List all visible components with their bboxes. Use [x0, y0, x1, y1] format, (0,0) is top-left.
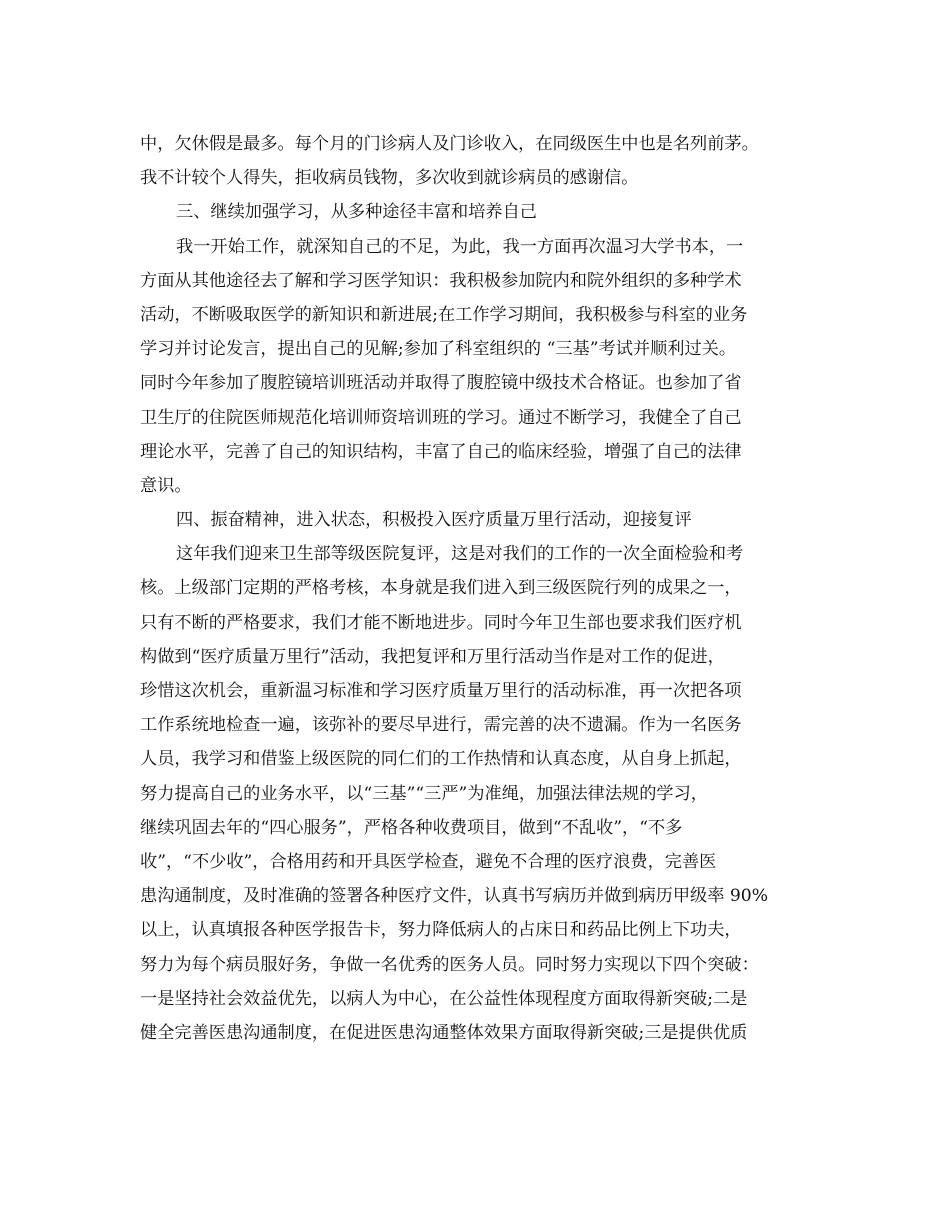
- text-line: 患沟通制度，及时准确的签署各种医疗文件，认真书写病历并做到病历甲级率 90%: [140, 886, 769, 907]
- text-line: 中，欠休假是最多。每个月的门诊病人及门诊收入，在同级医生中也是名列前茅。: [140, 134, 759, 154]
- text-line: 三、继续加强学习，从多种途径丰富和培养自己: [176, 202, 537, 223]
- text-line: 继续巩固去年的“四心服务”，严格各种收费项目，做到“不乱收”，“不多: [140, 817, 683, 838]
- text-line: 四、振奋精神，进入状态，积极投入医疗质量万里行活动，迎接复评: [176, 510, 692, 531]
- text-line: 我不计较个人得失，拒收病员钱物，多次收到就诊病员的感谢信。: [140, 168, 639, 189]
- text-line: 健全完善医患沟通制度，在促进医患沟通整体效果方面取得新突破;三是提供优质: [140, 1022, 748, 1043]
- text-line: 意识。: [140, 475, 192, 496]
- text-line: 努力提高自己的业务水平，以“三基”“三严”为准绳，加强法律法规的学习，: [140, 783, 708, 804]
- text-line: 学习并讨论发言，提出自己的见解;参加了科室组织的 “三基”考试并顺利过关。: [140, 339, 737, 360]
- text-line: 卫生厅的住院医师规范化培训师资培训班的学习。通过不断学习，我健全了自己: [140, 407, 742, 428]
- text-line: 核。上级部门定期的严格考核，本身就是我们进入到三级医院行列的成果之一，: [140, 578, 742, 599]
- text-line: 珍惜这次机会，重新温习标准和学习医疗质量万里行的活动标准，再一次把各项: [140, 681, 742, 701]
- text-line: 同时今年参加了腹腔镜培训班活动并取得了腹腔镜中级技术合格证。也参加了省: [140, 373, 742, 394]
- text-line: 工作系统地检查一遍，该弥补的要尽早进行，需完善的决不遗漏。作为一名医务: [140, 715, 742, 736]
- text-line: 这年我们迎来卫生部等级医院复评，这是对我们的工作的一次全面检验和考: [176, 544, 744, 565]
- text-line: 方面从其他途径去了解和学习医学知识：我积极参加院内和院外组织的多种学术: [140, 270, 742, 291]
- text-line: 只有不断的严格要求，我们才能不断地进步。同时今年卫生部也要求我们医疗机: [140, 612, 742, 633]
- text-line: 以上，认真填报各种医学报告卡，努力降低病人的占床日和药品比例上下功夫，: [140, 920, 742, 941]
- text-line: 收”，“不少收”，合格用药和开具医学检查，避免不合理的医疗浪费，完善医: [140, 851, 717, 872]
- text-line: 努力为每个病员服好务，争做一名优秀的医务人员。同时努力实现以下四个突破：: [140, 954, 759, 975]
- text-line: 构做到“医疗质量万里行”活动，我把复评和万里行活动当作是对工作的促进，: [140, 646, 725, 667]
- text-line: 人员，我学习和借鉴上级医院的同仁们的工作热情和认真态度，从自身上抓起，: [140, 749, 742, 770]
- text-line: 活动，不断吸取医学的新知识和新进展;在工作学习期间，我积极参与科室的业务: [140, 304, 748, 325]
- document-body: [140, 127, 810, 1050]
- text-line: 理论水平，完善了自己的知识结构，丰富了自己的临床经验，增强了自己的法律: [140, 441, 742, 462]
- text-line: 一是坚持社会效益优先，以病人为中心，在公益性体现程度方面取得新突破;二是: [140, 988, 748, 1009]
- text-line: 我一开始工作，就深知自己的不足，为此，我一方面再次温习大学书本，一: [176, 236, 744, 257]
